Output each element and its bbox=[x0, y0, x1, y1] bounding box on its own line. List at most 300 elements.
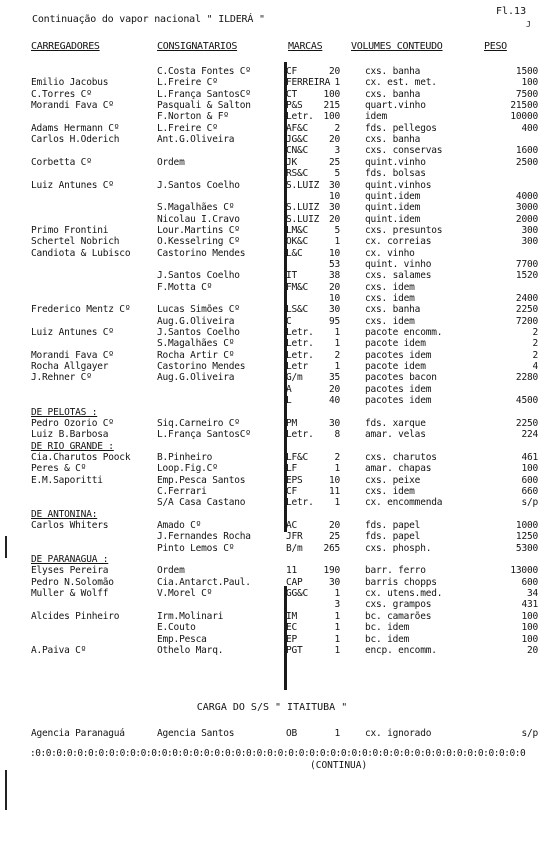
cargo-row bbox=[0, 214, 544, 225]
consignee: Rocha Artir Cº bbox=[157, 349, 235, 361]
content: cxs. banha bbox=[365, 134, 421, 146]
header-consignatarios: CONSIGNATARIOS bbox=[157, 41, 238, 52]
quantity: 1 bbox=[334, 644, 340, 656]
cargo-row bbox=[0, 361, 544, 372]
mark: Letr bbox=[286, 361, 309, 373]
shipper: Adams Hermann Cº bbox=[31, 122, 120, 134]
mark: B/m bbox=[286, 542, 303, 554]
weight: 3000 bbox=[515, 202, 538, 214]
section-label: DE ANTONINA: bbox=[31, 508, 98, 520]
shipper: Emilio Jacobus bbox=[31, 77, 109, 89]
mark: EP bbox=[286, 633, 298, 645]
quantity: 100 bbox=[323, 111, 340, 123]
weight: 224 bbox=[521, 429, 538, 441]
consignee: E.Couto bbox=[157, 622, 196, 634]
consignee: O.Kesselring Cº bbox=[157, 236, 240, 248]
quantity: 10 bbox=[328, 474, 340, 486]
content: bc. idem bbox=[365, 633, 410, 645]
weight: 400 bbox=[521, 122, 538, 134]
content: cxs. presuntos bbox=[365, 224, 443, 236]
cargo-row bbox=[0, 577, 544, 588]
mark: S.LUIZ bbox=[286, 202, 320, 214]
cargo-row bbox=[0, 316, 544, 327]
shipper: Pedro Ozorio Cº bbox=[31, 417, 114, 429]
quantity: 2 bbox=[334, 122, 340, 134]
consignee: J.Fernandes Rocha bbox=[157, 531, 251, 543]
mark: L&C bbox=[286, 247, 303, 259]
content: quart.vinho bbox=[365, 100, 426, 112]
shipper: Muller & Wolff bbox=[31, 588, 109, 600]
consignee: Castorino Mendes bbox=[157, 247, 246, 259]
content: cxs. salames bbox=[365, 270, 432, 282]
cargo-row bbox=[0, 384, 544, 395]
section-heading bbox=[0, 441, 544, 452]
consignee: B.Pinheiro bbox=[157, 451, 213, 463]
quantity: 20 bbox=[328, 66, 340, 77]
content: cxs. idem bbox=[365, 485, 415, 497]
content: cxs. banha bbox=[365, 88, 421, 100]
weight: 1600 bbox=[515, 145, 538, 157]
weight: s/p bbox=[521, 728, 538, 739]
quantity: 30 bbox=[328, 417, 340, 429]
shipper: Morandi Fava Cº bbox=[31, 349, 114, 361]
content: quint.idem bbox=[365, 202, 421, 214]
mark: S.LUIZ bbox=[286, 213, 320, 225]
mark: Letr. bbox=[286, 497, 314, 509]
cargo-row bbox=[0, 100, 544, 111]
section-heading bbox=[0, 407, 544, 418]
mark: PGT bbox=[286, 644, 303, 656]
cargo-row bbox=[0, 463, 544, 474]
quantity: 1 bbox=[334, 327, 340, 339]
quantity: 1 bbox=[334, 728, 340, 739]
content: quint.vinhos bbox=[365, 179, 432, 191]
consignee: J.Santos Coelho bbox=[157, 327, 240, 339]
cargo-row bbox=[0, 395, 544, 406]
quantity: 1 bbox=[334, 236, 340, 248]
cargo-row bbox=[0, 350, 544, 361]
weight: 100 bbox=[521, 77, 538, 89]
mark: G/m bbox=[286, 372, 303, 384]
cargo-row bbox=[0, 157, 544, 168]
consignee: J.Santos Coelho bbox=[157, 270, 240, 282]
quantity: 215 bbox=[323, 100, 340, 112]
section-label: DE RIO GRANDE : bbox=[31, 440, 114, 452]
shipper: Luiz B.Barbosa bbox=[31, 429, 109, 441]
header-marcas: MARCAS bbox=[288, 41, 323, 52]
mark: P&S bbox=[286, 100, 303, 112]
content: cxs. idem bbox=[365, 315, 415, 327]
mark: LF bbox=[286, 463, 298, 475]
mark: LF&C bbox=[286, 451, 309, 463]
cargo-row bbox=[0, 66, 544, 77]
content: cxs. banha bbox=[365, 304, 421, 316]
quantity: 1 bbox=[334, 610, 340, 622]
quantity: 1 bbox=[334, 588, 340, 600]
mark: A bbox=[286, 383, 292, 395]
content: fds. papel bbox=[365, 520, 421, 531]
content: cx. correias bbox=[365, 236, 432, 248]
consignee: Nicolau I.Cravo bbox=[157, 213, 240, 225]
cargo-row bbox=[0, 77, 544, 88]
content: pacote idem bbox=[365, 361, 426, 373]
consignee: Aug.G.Oliveira bbox=[157, 372, 235, 384]
weight: 2400 bbox=[515, 293, 538, 304]
content: barris chopps bbox=[365, 576, 437, 588]
cargo-row bbox=[0, 418, 544, 429]
shipper: Morandi Fava Cº bbox=[31, 100, 114, 112]
cargo-row bbox=[0, 145, 544, 156]
cargo-row bbox=[0, 270, 544, 281]
mark: EPS bbox=[286, 474, 303, 486]
header-carregadores: CARREGADORES bbox=[31, 41, 100, 52]
consignee: Ant.G.Oliveira bbox=[157, 134, 235, 146]
content: cxs. idem bbox=[365, 281, 415, 293]
shipper: Corbetta Cº bbox=[31, 156, 92, 168]
cargo-row bbox=[0, 168, 544, 179]
quantity: 1 bbox=[334, 463, 340, 475]
content: quint. vinho bbox=[365, 258, 432, 270]
itaituba-row bbox=[0, 728, 544, 739]
quantity: 1 bbox=[334, 497, 340, 509]
mark: CN&C bbox=[286, 145, 309, 157]
consignee: Cia.Antarct.Paul. bbox=[157, 576, 251, 588]
cargo-row bbox=[0, 520, 544, 531]
quantity: 30 bbox=[328, 576, 340, 588]
quantity: 25 bbox=[328, 156, 340, 168]
cargo-row bbox=[0, 634, 544, 645]
mark: JK bbox=[286, 156, 298, 168]
weight: s/p bbox=[521, 497, 538, 509]
consignee: L.França SantosCº bbox=[157, 429, 251, 441]
quantity: 20 bbox=[328, 134, 340, 146]
weight: 4 bbox=[532, 361, 538, 373]
weight: 2280 bbox=[515, 372, 538, 384]
shipper: Elyses Pereira bbox=[31, 565, 109, 577]
consignee: Aug.G.Oliveira bbox=[157, 315, 235, 327]
consignee: Loop.Fig.Cº bbox=[157, 463, 218, 475]
content: pacotes idem bbox=[365, 383, 432, 395]
consignee: Ordem bbox=[157, 156, 185, 168]
mark: CF bbox=[286, 485, 298, 497]
weight: 4000 bbox=[515, 190, 538, 202]
quantity: 38 bbox=[328, 270, 340, 282]
mark: FERREIRA bbox=[286, 77, 331, 89]
mark: CAP bbox=[286, 576, 303, 588]
quantity: 20 bbox=[328, 281, 340, 293]
cargo-row bbox=[0, 452, 544, 463]
quantity: 1 bbox=[334, 633, 340, 645]
cargo-row bbox=[0, 293, 544, 304]
content: cxs. peixe bbox=[365, 474, 421, 486]
cargo-row bbox=[0, 531, 544, 542]
weight: 1000 bbox=[515, 520, 538, 531]
content: cx. encommenda bbox=[365, 497, 443, 509]
page-mark: J bbox=[526, 20, 531, 29]
cargo-row bbox=[0, 134, 544, 145]
quantity: 53 bbox=[328, 258, 340, 270]
consignee: Amado Cº bbox=[157, 520, 202, 531]
mark: GG&C bbox=[286, 588, 309, 600]
mark: S.LUIZ bbox=[286, 179, 320, 191]
quantity: 35 bbox=[328, 372, 340, 384]
weight: 2250 bbox=[515, 417, 538, 429]
cargo-row bbox=[0, 497, 544, 508]
quantity: 10 bbox=[328, 247, 340, 259]
weight: 13000 bbox=[510, 565, 538, 577]
shipper: Carlos Whiters bbox=[31, 520, 109, 531]
consignee: S.Magalhães Cº bbox=[157, 202, 235, 214]
quantity: 8 bbox=[334, 429, 340, 441]
mark: AC bbox=[286, 520, 298, 531]
section-heading bbox=[0, 509, 544, 520]
cargo-row bbox=[0, 304, 544, 315]
content: pacotes idem bbox=[365, 395, 432, 407]
content: cx. utens.med. bbox=[365, 588, 443, 600]
weight: 7500 bbox=[515, 88, 538, 100]
shipper: Candiota & Lubisco bbox=[31, 247, 131, 259]
quantity: 5 bbox=[334, 224, 340, 236]
mark: L bbox=[286, 395, 292, 407]
mark: IM bbox=[286, 610, 298, 622]
weight: 2 bbox=[532, 327, 538, 339]
consignee: S.Magalhães Cº bbox=[157, 338, 235, 350]
page-title: Continuação do vapor nacional " ILDERÁ " bbox=[32, 14, 265, 25]
weight: 100 bbox=[521, 463, 538, 475]
quantity: 1 bbox=[334, 77, 340, 89]
content: barr. ferro bbox=[365, 565, 426, 577]
content: cx. vinho bbox=[365, 247, 415, 259]
quantity: 1 bbox=[334, 361, 340, 373]
cargo-row bbox=[0, 622, 544, 633]
mark: Letr. bbox=[286, 349, 314, 361]
quantity: 5 bbox=[334, 168, 340, 180]
content: pacote idem bbox=[365, 338, 426, 350]
shipper: Cia.Charutos Poock bbox=[31, 451, 131, 463]
mark: RS&C bbox=[286, 168, 309, 180]
cargo-row bbox=[0, 543, 544, 554]
quantity: 30 bbox=[328, 202, 340, 214]
mark: 11 bbox=[286, 565, 298, 577]
weight: 5300 bbox=[515, 542, 538, 554]
cargo-row bbox=[0, 180, 544, 191]
weight: 34 bbox=[526, 588, 538, 600]
shipper: Pedro N.Solomão bbox=[31, 576, 114, 588]
content: cxs. conservas bbox=[365, 145, 443, 157]
weight: 100 bbox=[521, 610, 538, 622]
consignee: C.Ferrari bbox=[157, 485, 207, 497]
consignee: L.Freire Cº bbox=[157, 122, 218, 134]
content: amar. chapas bbox=[365, 463, 432, 475]
mark: LS&C bbox=[286, 304, 309, 316]
mark: AF&C bbox=[286, 122, 309, 134]
quantity: 1 bbox=[334, 338, 340, 350]
consignee: L.França SantosCº bbox=[157, 88, 251, 100]
consignee: L.Freire Cº bbox=[157, 77, 218, 89]
content: cxs. grampos bbox=[365, 599, 432, 611]
header-peso: PESO bbox=[484, 41, 507, 52]
cargo-row bbox=[0, 338, 544, 349]
consignee: Siq.Carneiro Cº bbox=[157, 417, 240, 429]
consignee: Emp.Pesca Santos bbox=[157, 474, 246, 486]
cargo-row bbox=[0, 475, 544, 486]
cargo-row bbox=[0, 327, 544, 338]
content: cx. ignorado bbox=[365, 728, 432, 739]
content: bc. idem bbox=[365, 622, 410, 634]
weight: 1520 bbox=[515, 270, 538, 282]
shipper: Peres & Cº bbox=[31, 463, 87, 475]
section-label: DE PARANAGUA : bbox=[31, 554, 109, 566]
content: cx. est. met. bbox=[365, 77, 437, 89]
mark: PM bbox=[286, 417, 298, 429]
cargo-row bbox=[0, 248, 544, 259]
section-heading bbox=[0, 554, 544, 565]
quantity: 2 bbox=[334, 349, 340, 361]
consignee: Emp.Pesca bbox=[157, 633, 207, 645]
consignee: Lour.Martins Cº bbox=[157, 224, 240, 236]
section-label: DE PELOTAS : bbox=[31, 406, 98, 418]
quantity: 30 bbox=[328, 304, 340, 316]
quantity: 3 bbox=[334, 599, 340, 611]
weight: 600 bbox=[521, 474, 538, 486]
weight: 1250 bbox=[515, 531, 538, 543]
consignee: V.Morel Cº bbox=[157, 588, 213, 600]
weight: 10000 bbox=[510, 111, 538, 123]
mark: OK&C bbox=[286, 236, 309, 248]
shipper: Carlos H.Oderich bbox=[31, 134, 120, 146]
margin-mark-bottom bbox=[5, 770, 7, 810]
weight: 2 bbox=[532, 338, 538, 350]
mark: EC bbox=[286, 622, 298, 634]
shipper: Schertel Nobrich bbox=[31, 236, 120, 248]
mark: IT bbox=[286, 270, 298, 282]
cargo-row bbox=[0, 89, 544, 100]
content: fds. pellegos bbox=[365, 122, 437, 134]
quantity: 10 bbox=[328, 190, 340, 202]
quantity: 1 bbox=[334, 622, 340, 634]
mark: FM&C bbox=[286, 281, 309, 293]
content: fds. xarque bbox=[365, 417, 426, 429]
cargo-row bbox=[0, 565, 544, 576]
shipper: Luiz Antunes Cº bbox=[31, 327, 114, 339]
cargo-row bbox=[0, 599, 544, 610]
consignee: Pasquali & Salton bbox=[157, 100, 251, 112]
cargo-row bbox=[0, 236, 544, 247]
consignee: C.Costa Fontes Cº bbox=[157, 66, 251, 77]
mark: Letr. bbox=[286, 429, 314, 441]
consignee: Irm.Molinari bbox=[157, 610, 224, 622]
mark: Letr. bbox=[286, 111, 314, 123]
shipper: Alcides Pinheiro bbox=[31, 610, 120, 622]
mark: Letr. bbox=[286, 327, 314, 339]
consignee: Ordem bbox=[157, 565, 185, 577]
quantity: 20 bbox=[328, 520, 340, 531]
mark: CT bbox=[286, 88, 298, 100]
cargo-row bbox=[0, 372, 544, 383]
quantity: 100 bbox=[323, 88, 340, 100]
quantity: 25 bbox=[328, 531, 340, 543]
continua-note: (CONTINUA) bbox=[310, 760, 368, 771]
cargo-row bbox=[0, 225, 544, 236]
consignee: Castorino Mendes bbox=[157, 361, 246, 373]
weight: 7700 bbox=[515, 258, 538, 270]
content: pacotes idem bbox=[365, 349, 432, 361]
content: pacote encomm. bbox=[365, 327, 443, 339]
weight: 300 bbox=[521, 236, 538, 248]
content: cxs. charutos bbox=[365, 451, 437, 463]
shipper: Agencia Paranaguá bbox=[31, 728, 125, 739]
content: encp. encomm. bbox=[365, 644, 437, 656]
content: fds. bolsas bbox=[365, 168, 426, 180]
cargo-row bbox=[0, 259, 544, 270]
cargo-row bbox=[0, 645, 544, 656]
quantity: 2 bbox=[334, 451, 340, 463]
quantity: 3 bbox=[334, 145, 340, 157]
mark: CF bbox=[286, 66, 298, 77]
weight: 1500 bbox=[515, 66, 538, 77]
cargo-row bbox=[0, 202, 544, 213]
page-number: Fl.13 bbox=[496, 6, 527, 17]
weight: 20 bbox=[526, 644, 538, 656]
separator-line: :0:0:0:0:0:0:0:0:0:0:0:0:0:0:0:0:0:0:0:0:0:0:0:0:0:0:0:0:0:0:0:0:0:0:0:0:0:0:0:0:0:0:0:0:0:0:0 bbox=[30, 748, 526, 759]
cargo-row bbox=[0, 282, 544, 293]
cargo-row bbox=[0, 429, 544, 440]
shipper: C.Torres Cº bbox=[31, 88, 92, 100]
weight: 2250 bbox=[515, 304, 538, 316]
weight: 7200 bbox=[515, 315, 538, 327]
content: amar. velas bbox=[365, 429, 426, 441]
cargo-row bbox=[0, 611, 544, 622]
quantity: 190 bbox=[323, 565, 340, 577]
mark: LM&C bbox=[286, 224, 309, 236]
content: pacotes bacon bbox=[365, 372, 437, 384]
weight: 2 bbox=[532, 349, 538, 361]
consignee: F.Norton & Fº bbox=[157, 111, 229, 123]
shipper: Rocha Allgayer bbox=[31, 361, 109, 373]
cargo-row bbox=[0, 486, 544, 497]
content: bc. camarões bbox=[365, 610, 432, 622]
weight: 2000 bbox=[515, 213, 538, 225]
mark: Letr. bbox=[286, 338, 314, 350]
content: quint.idem bbox=[365, 190, 421, 202]
quantity: 10 bbox=[328, 293, 340, 304]
shipper: Luiz Antunes Cº bbox=[31, 179, 114, 191]
consignee: S/A Casa Castano bbox=[157, 497, 246, 509]
weight: 600 bbox=[521, 576, 538, 588]
quantity: 95 bbox=[328, 315, 340, 327]
weight: 100 bbox=[521, 633, 538, 645]
weight: 660 bbox=[521, 485, 538, 497]
content: cxs. banha bbox=[365, 66, 421, 77]
quantity: 30 bbox=[328, 179, 340, 191]
quantity: 265 bbox=[323, 542, 340, 554]
consignee: Othelo Marq. bbox=[157, 644, 224, 656]
weight: 4500 bbox=[515, 395, 538, 407]
consignee: Agencia Santos bbox=[157, 728, 235, 739]
consignee: Lucas Simões Cº bbox=[157, 304, 240, 316]
cargo-row bbox=[0, 191, 544, 202]
weight: 461 bbox=[521, 451, 538, 463]
weight: 100 bbox=[521, 622, 538, 634]
content: idem bbox=[365, 111, 388, 123]
mark: C bbox=[286, 315, 292, 327]
weight: 431 bbox=[521, 599, 538, 611]
content: cxs. idem bbox=[365, 293, 415, 304]
cargo-row bbox=[0, 123, 544, 134]
shipper: E.M.Saporitti bbox=[31, 474, 103, 486]
shipper: J.Rehner Cº bbox=[31, 372, 92, 384]
mark: JG&C bbox=[286, 134, 309, 146]
